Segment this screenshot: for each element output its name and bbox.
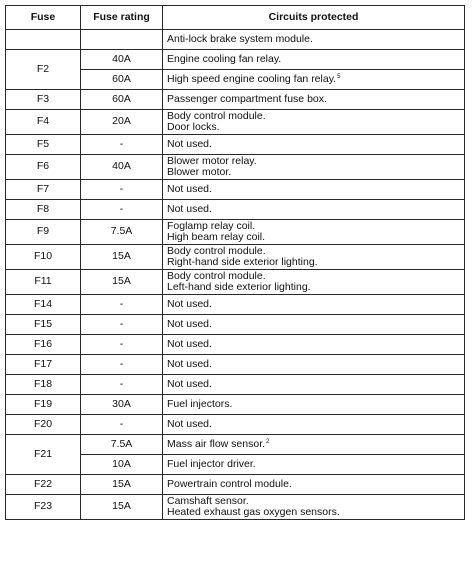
table-row: [6, 435, 465, 455]
circuits-cell: [163, 375, 465, 395]
header-fuse-rating: Fuse rating: [81, 6, 163, 30]
circuit-text: Not used.: [167, 377, 212, 390]
circuit-text: Engine cooling fan relay.: [167, 52, 282, 65]
fuse-cell: F3: [6, 90, 81, 110]
circuits-cell: [163, 475, 465, 495]
circuit-line: [167, 74, 460, 86]
circuit-text: Right-hand side exterior lighting.: [167, 256, 318, 268]
fuse-rating-cell: 40A: [81, 50, 163, 70]
fuse-rating-cell: -: [81, 415, 163, 435]
circuits-cell: [163, 200, 465, 220]
fuse-cell: F19: [6, 395, 81, 415]
circuit-line: [167, 507, 460, 519]
fuse-rating-cell: 30A: [81, 395, 163, 415]
fuse-cell: F23: [6, 495, 81, 520]
circuit-line: [167, 439, 460, 451]
circuits-cell: [163, 295, 465, 315]
circuit-text: Door locks.: [167, 121, 220, 133]
circuits-cell: [163, 455, 465, 475]
fuse-rating-cell: 15A: [81, 270, 163, 295]
fuse-rating-cell: -: [81, 355, 163, 375]
table-header: [6, 6, 465, 30]
circuits-cell: [163, 110, 465, 135]
table-row: [6, 90, 465, 110]
table-row: [6, 335, 465, 355]
circuits-cell: [163, 415, 465, 435]
table-row: [6, 475, 465, 495]
circuit-text: Not used.: [167, 417, 212, 430]
circuits-cell: [163, 220, 465, 245]
circuit-line: [167, 184, 460, 196]
table-row: [6, 135, 465, 155]
fuse-rating-cell: 15A: [81, 495, 163, 520]
circuits-cell: [163, 155, 465, 180]
circuit-text: Not used.: [167, 297, 212, 310]
circuits-cell: [163, 245, 465, 270]
circuits-cell: [163, 30, 465, 50]
circuits-cell: [163, 495, 465, 520]
circuit-text: Blower motor.: [167, 166, 232, 178]
header-fuse: Fuse: [6, 6, 81, 30]
table-row: [6, 30, 465, 50]
circuit-line: [167, 399, 460, 411]
table-row: [6, 415, 465, 435]
fuse-rating-cell: -: [81, 335, 163, 355]
circuit-line: [167, 54, 460, 66]
circuits-cell: [163, 135, 465, 155]
fuse-rating-cell: 15A: [81, 245, 163, 270]
fuse-cell: F2: [6, 50, 81, 90]
fuse-cell: F11: [6, 270, 81, 295]
circuits-cell: [163, 315, 465, 335]
fuse-cell: F9: [6, 220, 81, 245]
fuse-rating-cell: -: [81, 295, 163, 315]
footnote-marker: 2: [266, 438, 270, 445]
circuit-line: [167, 94, 460, 106]
fuse-cell: F18: [6, 375, 81, 395]
fuse-cell: [6, 30, 81, 50]
fuse-cell: F15: [6, 315, 81, 335]
circuit-text: Left-hand side exterior lighting.: [167, 281, 311, 293]
circuit-text: Not used.: [167, 202, 212, 215]
table-row: [6, 375, 465, 395]
table-row: [6, 155, 465, 180]
table-row: [6, 245, 465, 270]
circuit-text: Body control module.: [167, 269, 266, 282]
fuse-rating-cell: 15A: [81, 475, 163, 495]
circuit-text: Body control module.: [167, 244, 266, 257]
circuit-text: Foglamp relay coil.: [167, 219, 256, 232]
fuse-rating-cell: -: [81, 200, 163, 220]
header-row: [6, 6, 465, 30]
fuse-cell: F5: [6, 135, 81, 155]
circuit-text: Passenger compartment fuse box.: [167, 92, 327, 105]
fuse-cell: F17: [6, 355, 81, 375]
fuse-rating-cell: -: [81, 135, 163, 155]
circuit-text: Camshaft sensor.: [167, 494, 249, 507]
circuit-line: [167, 379, 460, 391]
table-row: [6, 355, 465, 375]
table-row: [6, 295, 465, 315]
circuit-line: [167, 34, 460, 46]
circuit-line: [167, 359, 460, 371]
table-row: [6, 315, 465, 335]
table-row: [6, 50, 465, 70]
circuit-text: Powertrain control module.: [167, 477, 292, 490]
fuse-rating-cell: 60A: [81, 70, 163, 90]
circuit-text: Fuel injector driver.: [167, 457, 256, 470]
circuit-text: High beam relay coil.: [167, 231, 266, 243]
circuit-text: Mass air flow sensor.: [167, 437, 266, 450]
fuse-rating-cell: -: [81, 180, 163, 200]
table-row: [6, 495, 465, 520]
circuit-text: Heated exhaust gas oxygen sensors.: [167, 506, 340, 518]
circuit-text: Body control module.: [167, 109, 266, 122]
circuit-line: [167, 319, 460, 331]
circuits-cell: [163, 180, 465, 200]
fuse-rating-cell: 20A: [81, 110, 163, 135]
fuse-rating-cell: -: [81, 315, 163, 335]
circuit-text: Not used.: [167, 317, 212, 330]
circuit-line: [167, 459, 460, 471]
circuit-text: Anti-lock brake system module.: [167, 32, 313, 45]
fuse-rating-cell: 40A: [81, 155, 163, 180]
circuit-text: Not used.: [167, 137, 212, 150]
fuse-cell: F4: [6, 110, 81, 135]
table-row: [6, 180, 465, 200]
fuse-rating-cell: 60A: [81, 90, 163, 110]
circuit-line: [167, 232, 460, 244]
fuse-cell: F21: [6, 435, 81, 475]
fuse-cell: F6: [6, 155, 81, 180]
fuse-cell: F10: [6, 245, 81, 270]
fuse-cell: F14: [6, 295, 81, 315]
circuit-text: Blower motor relay.: [167, 154, 257, 167]
circuits-cell: [163, 335, 465, 355]
fuse-cell: F22: [6, 475, 81, 495]
circuits-cell: [163, 70, 465, 90]
circuits-cell: [163, 435, 465, 455]
circuits-cell: [163, 270, 465, 295]
header-circuits-protected: Circuits protected: [163, 6, 465, 30]
circuit-line: [167, 139, 460, 151]
circuit-text: High speed engine cooling fan relay.: [167, 72, 337, 85]
table-row: [6, 110, 465, 135]
circuits-cell: [163, 395, 465, 415]
fuse-rating-cell: 7.5A: [81, 435, 163, 455]
circuit-line: [167, 204, 460, 216]
fuse-rating-cell: 10A: [81, 455, 163, 475]
footnote-marker: 5: [337, 73, 341, 80]
table-row: [6, 220, 465, 245]
circuit-line: [167, 419, 460, 431]
circuits-cell: [163, 355, 465, 375]
circuit-line: [167, 282, 460, 294]
table-body: [6, 30, 465, 520]
fuse-rating-cell: [81, 30, 163, 50]
circuits-cell: [163, 90, 465, 110]
circuit-line: [167, 167, 460, 179]
fuse-cell: F8: [6, 200, 81, 220]
circuit-text: Not used.: [167, 337, 212, 350]
circuit-line: [167, 299, 460, 311]
circuit-line: [167, 122, 460, 134]
circuit-line: [167, 257, 460, 269]
circuits-cell: [163, 50, 465, 70]
fuse-rating-cell: 7.5A: [81, 220, 163, 245]
table-row: [6, 395, 465, 415]
fuse-cell: F7: [6, 180, 81, 200]
circuit-text: Fuel injectors.: [167, 397, 233, 410]
circuit-text: Not used.: [167, 182, 212, 195]
table-row: [6, 200, 465, 220]
fuse-cell: F16: [6, 335, 81, 355]
fuse-table: [5, 5, 465, 520]
fuse-cell: F20: [6, 415, 81, 435]
fuse-rating-cell: -: [81, 375, 163, 395]
circuit-line: [167, 479, 460, 491]
circuit-text: Not used.: [167, 357, 212, 370]
table-row: [6, 270, 465, 295]
circuit-line: [167, 339, 460, 351]
